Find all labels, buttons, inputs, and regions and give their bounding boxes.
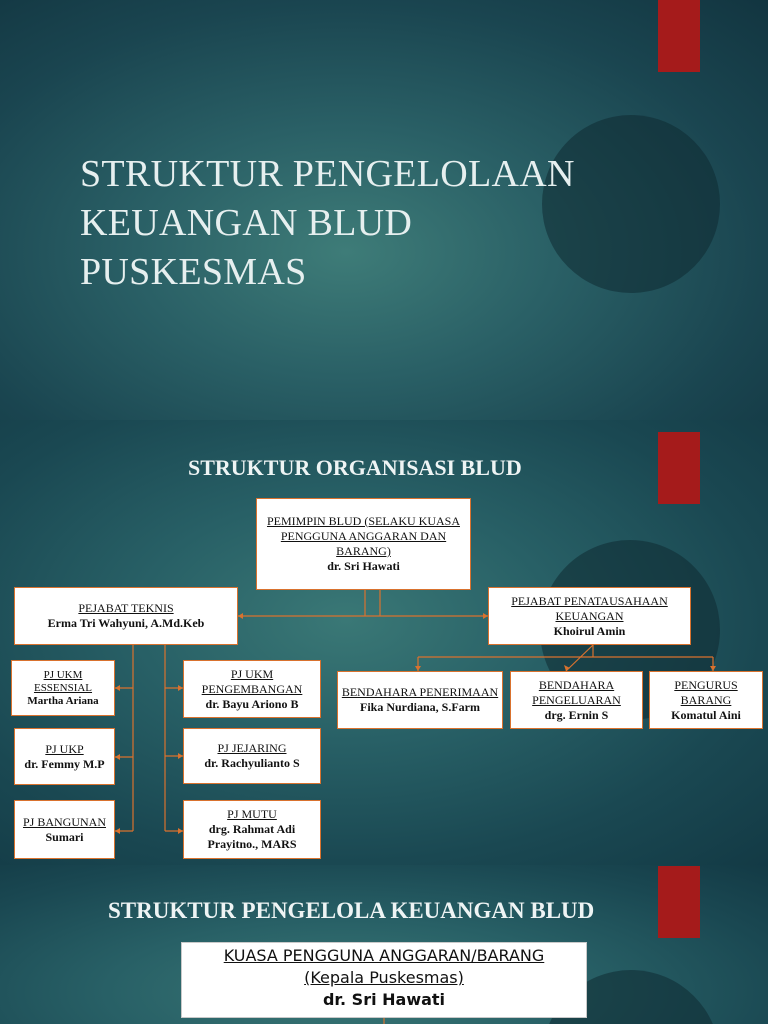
box-name: Erma Tri Wahyuni, A.Md.Keb [47,616,205,630]
box-pejabat-teknis [14,587,238,645]
box-title: PJ UKP [45,741,84,756]
box-pj-ukm-essensial [11,660,115,716]
box-title: PENGURUS BARANG [674,677,738,707]
box-subtitle: (Kepala Puskesmas) [304,968,464,987]
box-name: dr. Rachyulianto S [204,756,300,770]
finance-heading: STRUKTUR PENGELOLA KEUANGAN BLUD [108,898,595,923]
box-name: drg. Ernin S [544,707,609,722]
box-title: BENDAHARA PENGELUARAN [532,677,621,707]
box-name: Fika Nurdiana, S.Farm [359,700,480,714]
box-pj-bangunan [14,800,115,859]
box-name: dr. Sri Hawati [327,559,400,573]
box-title: PJ MUTU [227,807,277,821]
box-name: Sumari [45,829,84,844]
box-title: KUASA PENGGUNA ANGGARAN/BARANG [223,946,545,965]
box-pj-ukm-pengembangan [183,660,321,718]
box-bendahara-pengeluaran [510,671,643,729]
box-name: Martha Ariana [27,694,99,707]
box-pj-ukp [14,728,115,785]
box-name: Komatul Aini [671,707,741,722]
box-pengurus-barang [649,671,763,729]
box-title: PEJABAT PENATAUSAHAAN KEUANGAN [511,593,668,623]
slide-title [0,0,768,420]
slide-org-structure [0,420,768,865]
box-name: drg. Rahmat Adi Prayitno., MARS [207,822,297,851]
org-heading: STRUKTUR ORGANISASI BLUD [188,455,522,480]
box-pj-jejaring [183,728,321,784]
box-bendahara-penerimaan [337,671,503,729]
slide-title-text: STRUKTUR PENGELOLAAN KEUANGAN BLUD PUSKESMAS [80,153,575,293]
box-title: PJ UKM ESSENSIAL [33,668,93,694]
box-name: dr. Bayu Ariono B [205,696,299,711]
box-title: PJ JEJARING [217,741,287,755]
box-title: BENDAHARA PENERIMAAN [341,685,499,699]
box-pejabat-penatausahaan [488,587,691,645]
box-name: Khoirul Amin [553,623,626,638]
box-pemimpin-blud [256,498,471,590]
box-pj-mutu [183,800,321,859]
box-name: dr. Sri Hawati [322,990,446,1009]
box-title: PEMIMPIN BLUD (SELAKU KUASA PENGGUNA ANGGARAN DAN BARANG) [266,514,460,558]
box-title: PJ BANGUNAN [22,814,106,829]
red-accent-bar [658,0,700,72]
box-kuasa-pengguna-anggaran [181,942,587,1018]
box-name: dr. Femmy M.P [24,756,105,771]
box-title: PJ UKM PENGEMBANGAN [201,666,303,696]
box-title: PEJABAT TEKNIS [78,601,174,615]
